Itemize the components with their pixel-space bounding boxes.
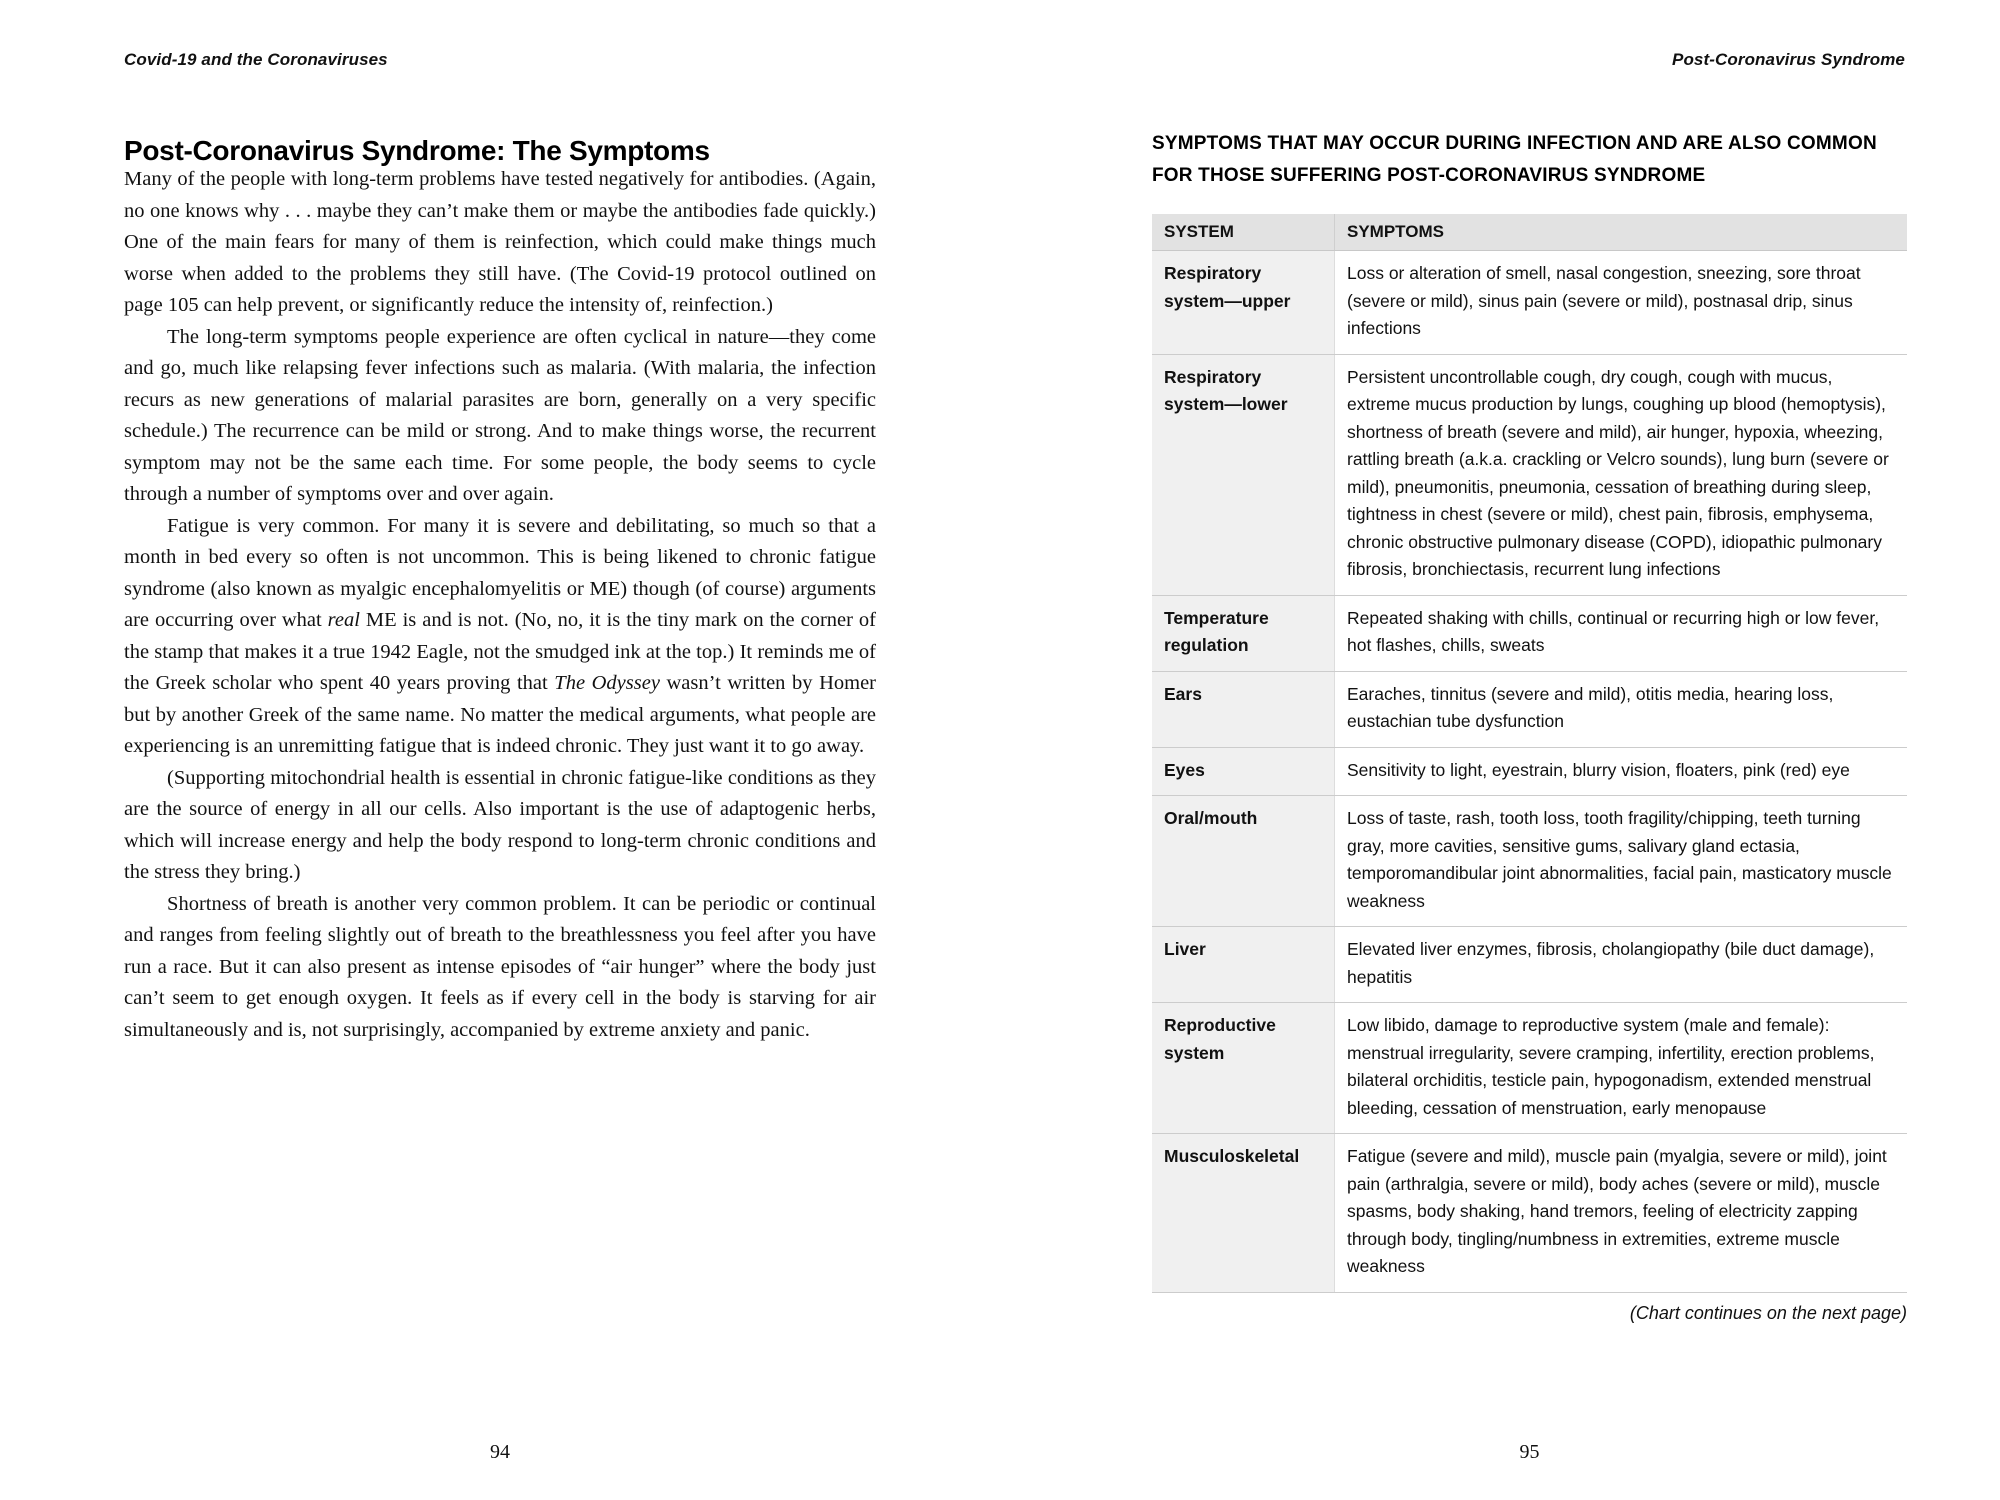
- symptoms-table-body: [1152, 251, 1907, 1293]
- symptoms-table-block: [1152, 128, 1907, 1324]
- page-number-left: 94: [490, 1441, 510, 1463]
- body-text: [124, 164, 876, 1046]
- italic-text-run: real: [327, 609, 360, 631]
- page-right: [1000, 0, 2000, 1500]
- symptoms-table: [1152, 214, 1907, 1293]
- text-run: Fatigue is very common. For many it is severe and debilitating, so much so that a month in bed every so often is not uncommon. This is being likened to chronic fatigue syndrome (also known as myalgic encephalomyelitis or ME) though (of course) arguments are occurring over what: [124, 514, 876, 631]
- symptoms-cell: Fatigue (severe and mild), muscle pain (myalgia, severe or mild), joint pain (arthralgia, severe or mild), body aches (severe or mild), muscle spasms, body shaking, hand tremors, feeling of electricity zapping through body, tingling/numbness in extremities, extreme muscle weakness: [1335, 1134, 1908, 1293]
- section-heading: Post-Coronavirus Syndrome: The Symptoms: [124, 134, 710, 166]
- system-cell: Oral/mouth: [1152, 796, 1335, 927]
- symptoms-cell: Elevated liver enzymes, fibrosis, cholangiopathy (bile duct damage), hepatitis: [1335, 927, 1908, 1003]
- system-cell: Ears: [1152, 671, 1335, 747]
- symptoms-cell: Low libido, damage to reproductive system (male and female): menstrual irregularity, severe cramping, infertility, erection problems, bilateral orchiditis, testicle pain, hypogonadism, extended menstrual bleeding, cessation of menstruation, early menopause: [1335, 1003, 1908, 1134]
- body-paragraph: [124, 763, 876, 889]
- system-cell: Liver: [1152, 927, 1335, 1003]
- table-row: [1152, 1134, 1907, 1293]
- text-run: wasn’t written by Homer but by another Greek of the same name. No matter the medical arguments, what people are experiencing is an unremitting fatigue that is indeed chronic. They just want it to go away.: [124, 672, 876, 757]
- running-header-right: Post-Coronavirus Syndrome: [1672, 50, 1905, 69]
- table-row: [1152, 796, 1907, 927]
- table-row: [1152, 595, 1907, 671]
- text-run: Many of the people with long-term problems have tested negatively for antibodies. (Again, no one knows why . . . maybe they can’t make them or maybe the antibodies fade quickly.) One of the main fears for many of them is reinfection, which could make things much worse when added to the problems they still have. (The Covid-19 protocol outlined on page 105 can help prevent, or significantly reduce the intensity of, reinfection.): [124, 168, 876, 316]
- symptoms-cell: Sensitivity to light, eyestrain, blurry vision, floaters, pink (red) eye: [1335, 747, 1908, 796]
- text-run: Shortness of breath is another very common problem. It can be periodic or continual and ranges from feeling slightly out of breath to the breathlessness you feel after you have run a race. But it can also present as intense episodes of “air hunger” where the body just can’t seem to get enough oxygen. It feels as if every cell in the body is starving for air simultaneously and is, not surprisingly, accompanied by extreme anxiety and panic.: [124, 892, 876, 1041]
- table-row: [1152, 1003, 1907, 1134]
- running-header-left: Covid-19 and the Coronaviruses: [124, 50, 388, 69]
- body-paragraph: [124, 322, 876, 511]
- system-cell: Respiratory system—upper: [1152, 251, 1335, 355]
- symptoms-cell: Loss or alteration of smell, nasal congestion, sneezing, sore throat (severe or mild), sinus pain (severe or mild), postnasal drip, sinus infections: [1335, 251, 1908, 355]
- page-number-right: 95: [1519, 1441, 1540, 1463]
- table-row: [1152, 251, 1907, 355]
- table-row: [1152, 671, 1907, 747]
- text-run: ME is and is not. (No, no, it is the tiny mark on the corner of the stamp that makes it a true 1942 Eagle, not the smudged ink at the top.) It reminds me of the Greek scholar who spent 40 years proving that: [124, 609, 876, 694]
- system-cell: Respiratory system—lower: [1152, 354, 1335, 595]
- symptoms-table-head: [1152, 214, 1907, 251]
- text-run: The long-term symptoms people experience are often cyclical in nature—they come and go, much like relapsing fever infections such as malaria. (With malaria, the infection recurs as new generations of malarial parasites are born, generally on a very specific schedule.) The recurrence can be mild or strong. And to make things worse, the recurrent symptom may not be the same each time. For some people, the body seems to cycle through a number of symptoms over and over again.: [124, 325, 876, 505]
- symptoms-cell: Persistent uncontrollable cough, dry cough, cough with mucus, extreme mucus production by lungs, coughing up blood (hemoptysis), shortness of breath (severe and mild), air hunger, hypoxia, wheezing, rattling breath (a.k.a. crackling or Velcro sounds), lung burn (severe or mild), pneumonitis, pneumonia, cessation of breathing during sleep, tightness in chest (severe or mild), chest pain, fibrosis, emphysema, chronic obstructive pulmonary disease (COPD), idiopathic pulmonary fibrosis, bronchiectasis, recurrent lung infections: [1335, 354, 1908, 595]
- system-cell: Musculoskeletal: [1152, 1134, 1335, 1293]
- system-cell: Eyes: [1152, 747, 1335, 796]
- continuation-note: (Chart continues on the next page): [1629, 1302, 1907, 1323]
- body-paragraph: [124, 164, 876, 322]
- column-header-system: SYSTEM: [1152, 214, 1335, 251]
- column-header-symptoms: SYMPTOMS: [1335, 214, 1908, 251]
- system-cell: Reproductive system: [1152, 1003, 1335, 1134]
- symptoms-cell: Repeated shaking with chills, continual or recurring high or low fever, hot flashes, chills, sweats: [1335, 595, 1908, 671]
- text-run: (Supporting mitochondrial health is essential in chronic fatigue-like conditions as they are the source of energy in all our cells. Also important is the use of adaptogenic herbs, which will increase energy and help the body respond to long-term chronic conditions and the stress they bring.): [124, 766, 876, 883]
- table-row: [1152, 927, 1907, 1003]
- symptoms-cell: Loss of taste, rash, tooth loss, tooth fragility/chipping, teeth turning gray, more cavities, sensitive gums, salivary gland ectasia, temporomandibular joint abnormalities, facial pain, masticatory muscle weakness: [1335, 796, 1908, 927]
- table-title: SYMPTOMS THAT MAY OCCUR DURING INFECTION AND ARE ALSO COMMON FOR THOSE SUFFERING POST-CORONAVIRUS SYNDROME: [1152, 133, 1877, 186]
- italic-text-run: The Odyssey: [554, 672, 660, 694]
- table-row: [1152, 747, 1907, 796]
- table-row: [1152, 354, 1907, 595]
- body-paragraph: [124, 511, 876, 763]
- table-header-row: [1152, 214, 1907, 251]
- symptoms-cell: Earaches, tinnitus (severe and mild), otitis media, hearing loss, eustachian tube dysfunction: [1335, 671, 1908, 747]
- body-paragraph: [124, 889, 876, 1047]
- system-cell: Temperature regulation: [1152, 595, 1335, 671]
